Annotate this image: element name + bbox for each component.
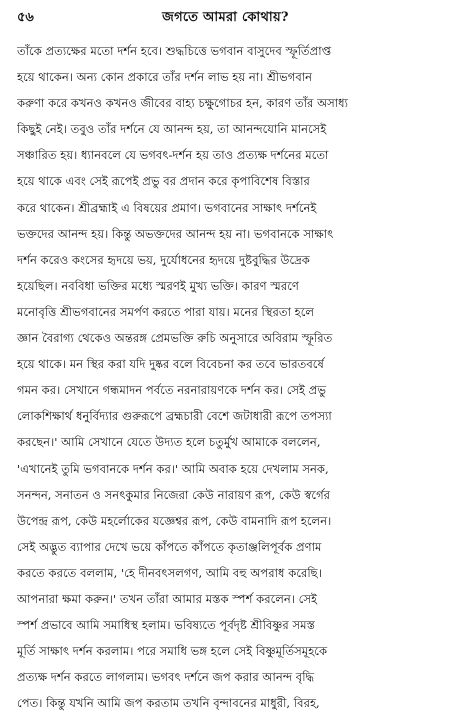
text-line: লোকশিক্ষার্থ ধনুর্বিদ্যার গুরুরূপে ব্রহ্মচারী বেশে জটাধারী রূপে তপস্যা [17,409,332,424]
text-line: হয়েছিল। নববিধা ভক্তির মধ্যে স্মরণই মুখ্য ভক্তি। কারণ স্মরণে [17,278,299,293]
page-number: ৫৬ [17,10,34,25]
text-line: করতে করতে বললাম, 'হে দীনবৎসলগণ, আমি বহু অপরাধ করেছি। [17,565,322,580]
running-title: জগতে আমরা কোথায়? [162,10,289,25]
text-line: হয়ে থাকে। মন স্থির করা যদি দুষ্কর বলে বিবেচনা কর তবে ভারতবর্ষে [17,357,324,372]
text-line: কিছুই নেই। তবুও তাঁর দর্শনে যে আনন্দ হয়, তা আনন্দযোনি মানসেই [17,122,327,137]
page-header [17,6,434,30]
text-line: ভক্তদের আনন্দ হয়। কিন্তু অভক্তদের আনন্দ হয় না। ভগবানকে সাক্ষাৎ [17,226,334,241]
text-line: সঞ্চারিত হয়। ধ্যানবলে যে ভগবৎ-দর্শন হয় তাও প্রত্যক্ষ দর্শনের মতো [17,148,329,163]
text-line: করুণা করে কখনও কখনও জীবের বাহ্য চক্ষুগোচর হন, কারণ তাঁর অসাধ্য [17,96,349,111]
text-line: মনোবৃত্তি শ্রীভগবানের সমর্পণ করতে পারা যায়। মনের স্থিরতা হলে [17,304,315,319]
text-line: করে থাকেন। শ্রীব্রহ্মাই এ বিষয়ের প্রমাণ। ভগবানের সাক্ষাৎ দর্শনেই [17,200,317,215]
text-line: আপনারা ক্ষমা করুন।' তখন তাঁরা আমার মস্তক স্পর্শ করলেন। সেই [17,591,318,606]
text-line: দর্শন করেও কংসের হৃদয়ে ভয়, দুর্যোধনের হৃদয়ে দুষ্টবুদ্ধির উদ্রেক [17,252,310,267]
text-line: সনন্দন, সনাতন ও সনৎকুমার নিজেরা কেউ নারায়ণ রূপ, কেউ স্বর্গের [17,487,331,502]
text-line: জ্ঞান বৈরাগ্য থেকেও অন্তরঙ্গ প্রেমভক্তি রুচি অনুসারে অবিরাম স্ফূরিত [17,331,333,346]
text-line: গমন কর। সেখানে গন্ধমাদন পর্বতে নরনারায়ণকে দর্শন কর। সেই প্রভু [17,383,327,398]
text-line: 'এখানেই তুমি ভগবানকে দর্শন কর।' আমি অবাক হয়ে দেখলাম সনক, [17,461,329,476]
text-line: তাঁকে প্রত্যক্ষের মতো দর্শন হবে। শুদ্ধচিত্তে ভগবান বাসুদেব স্ফূর্তিপ্রাপ্ত [17,44,332,58]
text-line: স্পর্শ প্রভাবে আমি সমাধিস্থ হলাম। ভবিষ্যতে পূর্বদৃষ্ট শ্রীবিষ্ণুর সমস্ত [17,618,315,633]
text-line: মূর্তি সাক্ষাৎ দর্শন করলাম। পরে সমাধি ভঙ্গ হলে সেই বিষ্ণুমূর্তিসমূহকে [17,644,328,659]
text-line: পেত। কিন্তু যখনি আমি জপ করতাম তখনি বৃন্দাবনের মাধুরী, বিরহ, [17,696,320,711]
text-line: উপেন্দ্র রূপ, কেউ মহর্লোকের যজ্ঞেশ্বর রূপ, কেউ বামনাদি রূপ হলেন। [17,513,332,528]
text-line: প্রত্যক্ষ দর্শন করতে লাগলাম। ভগবৎ দর্শনে জপ করার আনন্দ বৃদ্ধি [17,670,315,685]
text-line: সেই অদ্ভুত ব্যাপার দেখে ভয়ে কাঁপতে কাঁপতে কৃতাঞ্জলিপূর্বক প্রণাম [17,539,322,554]
text-line: করছেন।' আমি সেখানে যেতে উদ্যত হলে চতুর্মুখ আমাকে বললেন, [17,435,321,450]
text-line: হয়ে থাকে এবং সেই রূপেই প্রভু বর প্রদান করে কৃপাবিশেষ বিস্তার [17,174,310,189]
text-line: হয়ে থাকেন। অন্য কোন প্রকারে তাঁর দর্শন লাভ হয় না। শ্রীভগবান [17,70,313,85]
body-text [17,38,434,716]
